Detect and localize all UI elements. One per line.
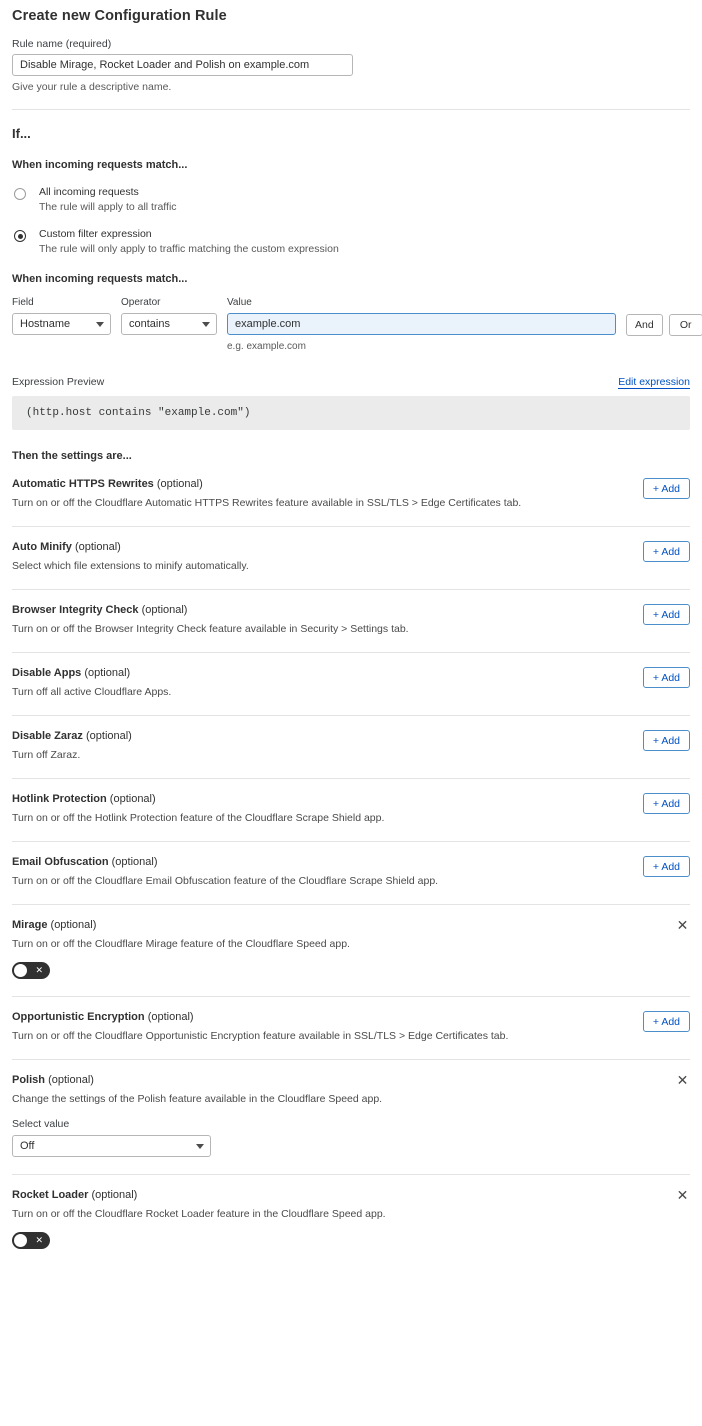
add-button[interactable]: + Add — [643, 667, 690, 688]
value-hint: e.g. example.com — [227, 341, 306, 352]
toggle-knob — [14, 1234, 27, 1247]
setting-title — [12, 667, 690, 679]
radio-icon-all-requests[interactable] — [14, 188, 26, 200]
setting-optional: (optional) — [109, 793, 156, 805]
operator-select[interactable] — [121, 313, 217, 335]
polish-select-value: Off — [20, 1140, 35, 1152]
value-label: Value — [227, 297, 252, 308]
setting-mirage — [12, 904, 690, 979]
operator-select-value: contains — [129, 318, 170, 330]
polish-select[interactable] — [12, 1135, 211, 1157]
setting-name: Disable Apps — [12, 667, 82, 679]
setting-optional: (optional) — [74, 541, 121, 553]
setting-optional: (optional) — [48, 1074, 94, 1086]
value-input[interactable] — [227, 313, 616, 335]
setting-hotlink-protection — [12, 778, 690, 824]
setting-name: Rocket Loader — [12, 1189, 89, 1201]
setting-description: Turn on or off the Hotlink Protection feature of the Cloudflare Scrape Shield app. — [12, 812, 385, 824]
setting-title — [12, 730, 690, 742]
setting-browser-integrity-check — [12, 589, 690, 635]
setting-title — [12, 793, 690, 805]
remove-setting-button[interactable]: ✕ — [676, 1072, 689, 1088]
setting-auto-minify — [12, 526, 690, 572]
setting-title — [12, 1189, 690, 1201]
divider-top — [12, 109, 690, 110]
setting-title — [12, 1011, 690, 1023]
setting-title — [12, 478, 690, 490]
expression-preview-label: Expression Preview — [12, 376, 105, 388]
setting-name: Opportunistic Encryption — [12, 1011, 145, 1023]
setting-optional: (optional) — [91, 1189, 138, 1201]
setting-opportunistic-encryption — [12, 996, 690, 1042]
field-select-value: Hostname — [20, 318, 71, 330]
operator-column — [121, 297, 217, 335]
page-title: Create new Configuration Rule — [12, 8, 227, 24]
setting-description: Turn off Zaraz. — [12, 749, 81, 761]
radio-all-incoming-requests[interactable] — [12, 186, 690, 213]
setting-optional: (optional) — [50, 919, 97, 931]
or-button[interactable]: Or — [669, 314, 702, 336]
remove-setting-button[interactable]: ✕ — [676, 917, 689, 933]
toggle-knob — [14, 964, 27, 977]
field-column — [12, 297, 111, 335]
setting-optional: (optional) — [147, 1011, 194, 1023]
add-button[interactable]: + Add — [643, 856, 690, 877]
setting-description: Turn on or off the Browser Integrity Check feature available in Security > Settings tab. — [12, 623, 409, 635]
expression-builder-row — [12, 297, 690, 352]
setting-automatic-https-rewrites — [12, 478, 690, 509]
setting-title — [12, 856, 690, 868]
value-column — [227, 297, 616, 352]
setting-description: Turn on or off the Cloudflare Mirage feature of the Cloudflare Speed app. — [12, 938, 350, 950]
add-button[interactable]: + Add — [643, 1011, 690, 1032]
and-or-buttons — [626, 314, 702, 336]
setting-optional: (optional) — [85, 730, 132, 742]
setting-name: Mirage — [12, 919, 48, 931]
setting-description: Turn on or off the Cloudflare Email Obfuscation feature of the Cloudflare Scrape Shield app. — [12, 875, 439, 887]
add-button[interactable]: + Add — [643, 793, 690, 814]
expression-preview-box: (http.host contains "example.com") — [12, 396, 690, 430]
add-button[interactable]: + Add — [643, 604, 690, 625]
if-heading: If... — [12, 126, 31, 141]
setting-name: Automatic HTTPS Rewrites — [12, 478, 154, 490]
close-icon: ✕ — [35, 1235, 43, 1245]
setting-optional: (optional) — [111, 856, 158, 868]
rule-name-helper: Give your rule a descriptive name. — [12, 81, 172, 93]
setting-optional: (optional) — [141, 604, 188, 616]
radio-icon-custom-filter[interactable] — [14, 230, 26, 242]
operator-label: Operator — [121, 297, 161, 308]
setting-description: Turn on or off the Cloudflare Opportunistic Encryption feature available in SSL/TLS > Edge Certificates tab. — [12, 1030, 509, 1042]
edit-expression-link[interactable]: Edit expression — [618, 376, 690, 388]
setting-email-obfuscation — [12, 841, 690, 887]
add-button[interactable]: + Add — [643, 478, 690, 499]
radio-label-all-requests: All incoming requests — [39, 186, 139, 198]
setting-description: Select which file extensions to minify automatically. — [12, 560, 249, 572]
rule-name-group — [12, 38, 690, 93]
setting-name: Auto Minify — [12, 541, 72, 553]
close-icon: ✕ — [35, 965, 43, 975]
setting-optional: (optional) — [84, 667, 131, 679]
radio-desc-custom-filter: The rule will only apply to traffic matching the custom expression — [39, 243, 339, 255]
configuration-rule-page — [0, 8, 702, 1249]
setting-description: Turn on or off the Cloudflare Rocket Loader feature in the Cloudflare Speed app. — [12, 1208, 386, 1220]
setting-name: Polish — [12, 1074, 46, 1086]
mirage-toggle[interactable] — [12, 962, 50, 979]
setting-polish — [12, 1059, 690, 1157]
setting-name: Browser Integrity Check — [12, 604, 139, 616]
remove-setting-button[interactable]: ✕ — [676, 1187, 689, 1203]
setting-title — [12, 919, 690, 931]
setting-optional: (optional) — [156, 478, 203, 490]
expression-preview-header — [12, 376, 690, 389]
add-button[interactable]: + Add — [643, 541, 690, 562]
field-select[interactable] — [12, 313, 111, 335]
and-button[interactable]: And — [626, 314, 663, 336]
setting-title — [12, 541, 690, 553]
setting-disable-apps — [12, 652, 690, 698]
rule-name-input[interactable] — [12, 54, 353, 76]
setting-name: Hotlink Protection — [12, 793, 107, 805]
setting-rocket-loader — [12, 1174, 690, 1249]
then-heading: Then the settings are... — [12, 450, 132, 462]
add-button[interactable]: + Add — [643, 730, 690, 751]
radio-custom-filter-expression[interactable] — [12, 228, 690, 255]
setting-title — [12, 1074, 690, 1086]
setting-description: Turn on or off the Cloudflare Automatic HTTPS Rewrites feature available in SSL/TLS > Edge Certificates tab. — [12, 497, 522, 509]
setting-title — [12, 604, 690, 616]
match-label: When incoming requests match... — [12, 159, 188, 171]
rocket-loader-toggle[interactable] — [12, 1232, 50, 1249]
setting-name: Disable Zaraz — [12, 730, 83, 742]
chevron-down-icon — [196, 1144, 204, 1149]
chevron-down-icon — [202, 322, 210, 327]
field-label: Field — [12, 297, 34, 308]
setting-disable-zaraz — [12, 715, 690, 761]
select-value-label: Select value — [12, 1118, 70, 1130]
radio-desc-all-requests: The rule will apply to all traffic — [39, 201, 177, 213]
chevron-down-icon — [96, 322, 104, 327]
setting-name: Email Obfuscation — [12, 856, 109, 868]
rule-name-label: Rule name (required) — [12, 38, 112, 50]
setting-description: Turn off all active Cloudflare Apps. — [12, 686, 172, 698]
setting-description: Change the settings of the Polish feature available in the Cloudflare Speed app. — [12, 1093, 383, 1105]
radio-label-custom-filter: Custom filter expression — [39, 228, 152, 240]
builder-label: When incoming requests match... — [12, 273, 188, 285]
